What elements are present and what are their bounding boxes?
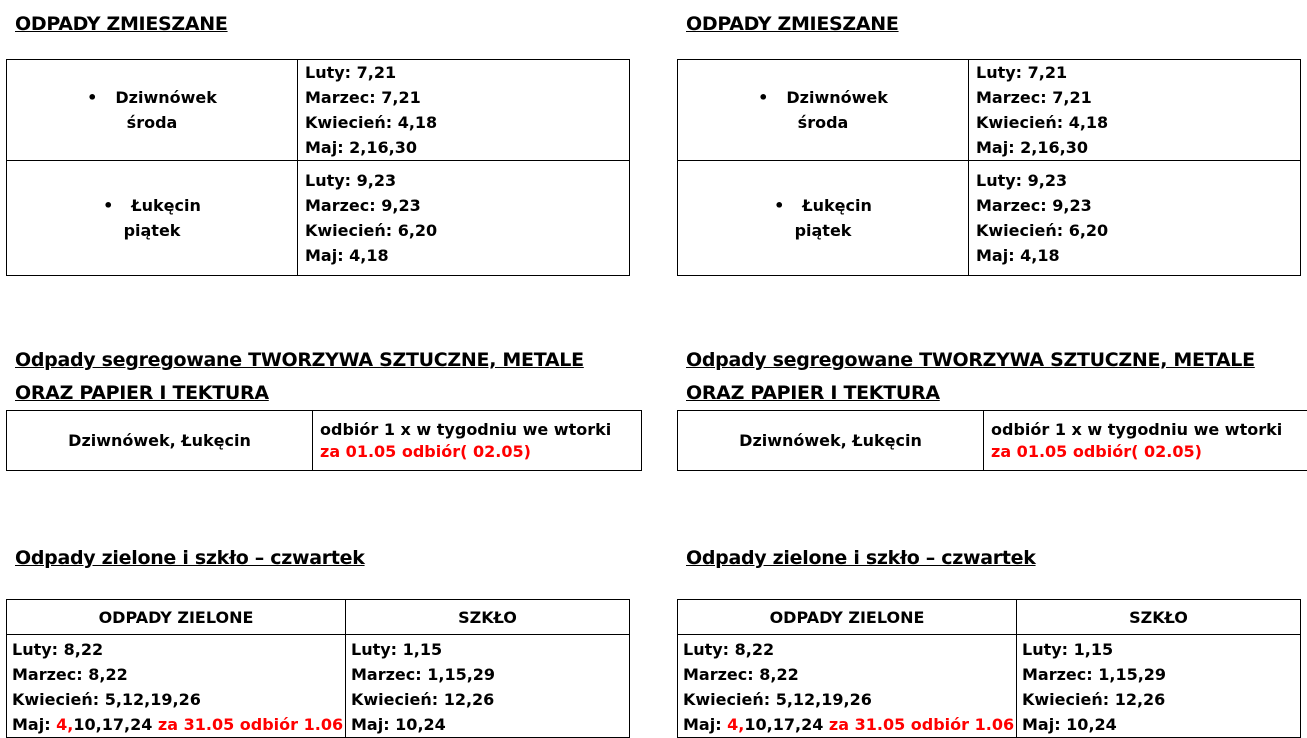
location-name: Dziwnówek: [786, 88, 888, 107]
month-dates: Maj: 10,24: [1022, 715, 1117, 734]
segregated-waste-heading-line2: ORAZ PAPIER I TEKTURA: [15, 382, 269, 404]
month-dates: Marzec: 8,22: [683, 665, 799, 684]
green-waste-header: ODPADY ZIELONE: [678, 600, 1017, 635]
segregated-waste-heading: Odpady segregowane TWORZYWA SZTUCZNE, METALE: [686, 349, 1255, 371]
schedule-column-right: [677, 0, 1307, 738]
month-dates: Kwiecień: 12,26: [1022, 690, 1166, 709]
green-glass-table: [6, 599, 630, 738]
pickup-exception: za 01.05 odbiór( 02.05): [320, 441, 531, 461]
month-dates: Kwiecień: 5,12,19,26: [683, 690, 872, 709]
month-dates: Kwiecień: 12,26: [351, 690, 495, 709]
month-dates: Marzec: 9,23: [305, 196, 421, 215]
location-cell: Dziwnówek, Łukęcin: [678, 411, 984, 471]
table-header-row: [678, 600, 1301, 635]
bullet-icon: •: [758, 88, 769, 107]
table-row: [7, 635, 630, 738]
collection-day: piątek: [794, 221, 852, 240]
month-dates-may: [683, 712, 1016, 737]
month-dates: Marzec: 8,22: [12, 665, 128, 684]
month-dates: Luty: 9,23: [305, 171, 397, 190]
green-glass-heading: Odpady zielone i szkło – czwartek: [686, 547, 1036, 569]
month-dates: Marzec: 7,21: [976, 88, 1092, 107]
may-label: Maj:: [12, 715, 57, 734]
location-cell: [7, 60, 298, 161]
month-dates-may: [12, 712, 345, 737]
location-cell: [678, 60, 969, 161]
table-row: [7, 161, 630, 276]
may-dates: 10,17,24: [744, 715, 829, 734]
dates-cell: [298, 161, 630, 276]
schedule-column-left: [6, 0, 646, 738]
green-waste-dates: [7, 635, 346, 738]
location-cell: [7, 161, 298, 276]
green-waste-header: ODPADY ZIELONE: [7, 600, 346, 635]
location-name: Dziwnówek: [115, 88, 217, 107]
may-changed-date: 4,: [56, 715, 74, 734]
green-glass-table: [677, 599, 1301, 738]
month-dates: Luty: 7,21: [976, 63, 1068, 82]
may-label: Maj:: [683, 715, 728, 734]
month-dates: Maj: 4,18: [305, 246, 389, 265]
table-row: [678, 411, 1307, 471]
dates-cell: [969, 161, 1301, 276]
segregated-waste-table: [6, 410, 642, 471]
month-dates: Luty: 9,23: [976, 171, 1068, 190]
glass-dates: [1017, 635, 1301, 738]
pickup-exception: za 01.05 odbiór( 02.05): [991, 441, 1202, 461]
month-dates: Maj: 4,18: [976, 246, 1060, 265]
month-dates: Luty: 1,15: [351, 640, 443, 659]
location-cell: Dziwnówek, Łukęcin: [7, 411, 313, 471]
month-dates: Kwiecień: 6,20: [305, 221, 438, 240]
may-exception: za 31.05 odbiór 1.06: [828, 715, 1015, 734]
month-dates: Marzec: 7,21: [305, 88, 421, 107]
dates-cell: [298, 60, 630, 161]
month-dates: Kwiecień: 6,20: [976, 221, 1109, 240]
glass-header: SZKŁO: [1017, 600, 1301, 635]
collection-day: środa: [797, 113, 849, 132]
glass-dates: [346, 635, 630, 738]
month-dates: Kwiecień: 4,18: [976, 113, 1109, 132]
month-dates: Maj: 2,16,30: [976, 138, 1088, 157]
dates-cell: [969, 60, 1301, 161]
bullet-icon: •: [774, 196, 785, 215]
month-dates: Kwiecień: 5,12,19,26: [12, 690, 201, 709]
table-row: [678, 161, 1301, 276]
location-name: Łukęcin: [802, 196, 872, 215]
month-dates: Maj: 10,24: [351, 715, 446, 734]
month-dates: Maj: 2,16,30: [305, 138, 417, 157]
mixed-waste-table: [6, 59, 630, 276]
may-dates: 10,17,24: [73, 715, 158, 734]
bullet-icon: •: [103, 196, 114, 215]
table-row: [678, 60, 1301, 161]
location-cell: [678, 161, 969, 276]
month-dates: Marzec: 1,15,29: [1022, 665, 1167, 684]
month-dates: Luty: 8,22: [12, 640, 104, 659]
table-row: [7, 411, 642, 471]
table-header-row: [7, 600, 630, 635]
pickup-schedule: odbiór 1 x w tygodniu we wtorki: [320, 419, 612, 439]
segregated-waste-table: [677, 410, 1307, 471]
month-dates: Luty: 1,15: [1022, 640, 1114, 659]
month-dates: Luty: 7,21: [305, 63, 397, 82]
month-dates: Luty: 8,22: [683, 640, 775, 659]
segregated-waste-heading: Odpady segregowane TWORZYWA SZTUCZNE, METALE: [15, 349, 584, 371]
may-exception: za 31.05 odbiór 1.06: [157, 715, 344, 734]
month-dates: Marzec: 9,23: [976, 196, 1092, 215]
pickup-info-cell: [984, 411, 1307, 471]
pickup-info-cell: [313, 411, 642, 471]
segregated-waste-heading-line2: ORAZ PAPIER I TEKTURA: [686, 382, 940, 404]
mixed-waste-table: [677, 59, 1301, 276]
may-changed-date: 4,: [727, 715, 745, 734]
table-row: [678, 635, 1301, 738]
month-dates: Marzec: 1,15,29: [351, 665, 496, 684]
month-dates: Kwiecień: 4,18: [305, 113, 438, 132]
green-glass-heading: Odpady zielone i szkło – czwartek: [15, 547, 365, 569]
bullet-icon: •: [87, 88, 98, 107]
glass-header: SZKŁO: [346, 600, 630, 635]
table-row: [7, 60, 630, 161]
collection-day: piątek: [123, 221, 181, 240]
location-name: Łukęcin: [131, 196, 201, 215]
mixed-waste-heading: ODPADY ZMIESZANE: [686, 13, 899, 35]
mixed-waste-heading: ODPADY ZMIESZANE: [15, 13, 228, 35]
green-waste-dates: [678, 635, 1017, 738]
pickup-schedule: odbiór 1 x w tygodniu we wtorki: [991, 419, 1283, 439]
collection-day: środa: [126, 113, 178, 132]
